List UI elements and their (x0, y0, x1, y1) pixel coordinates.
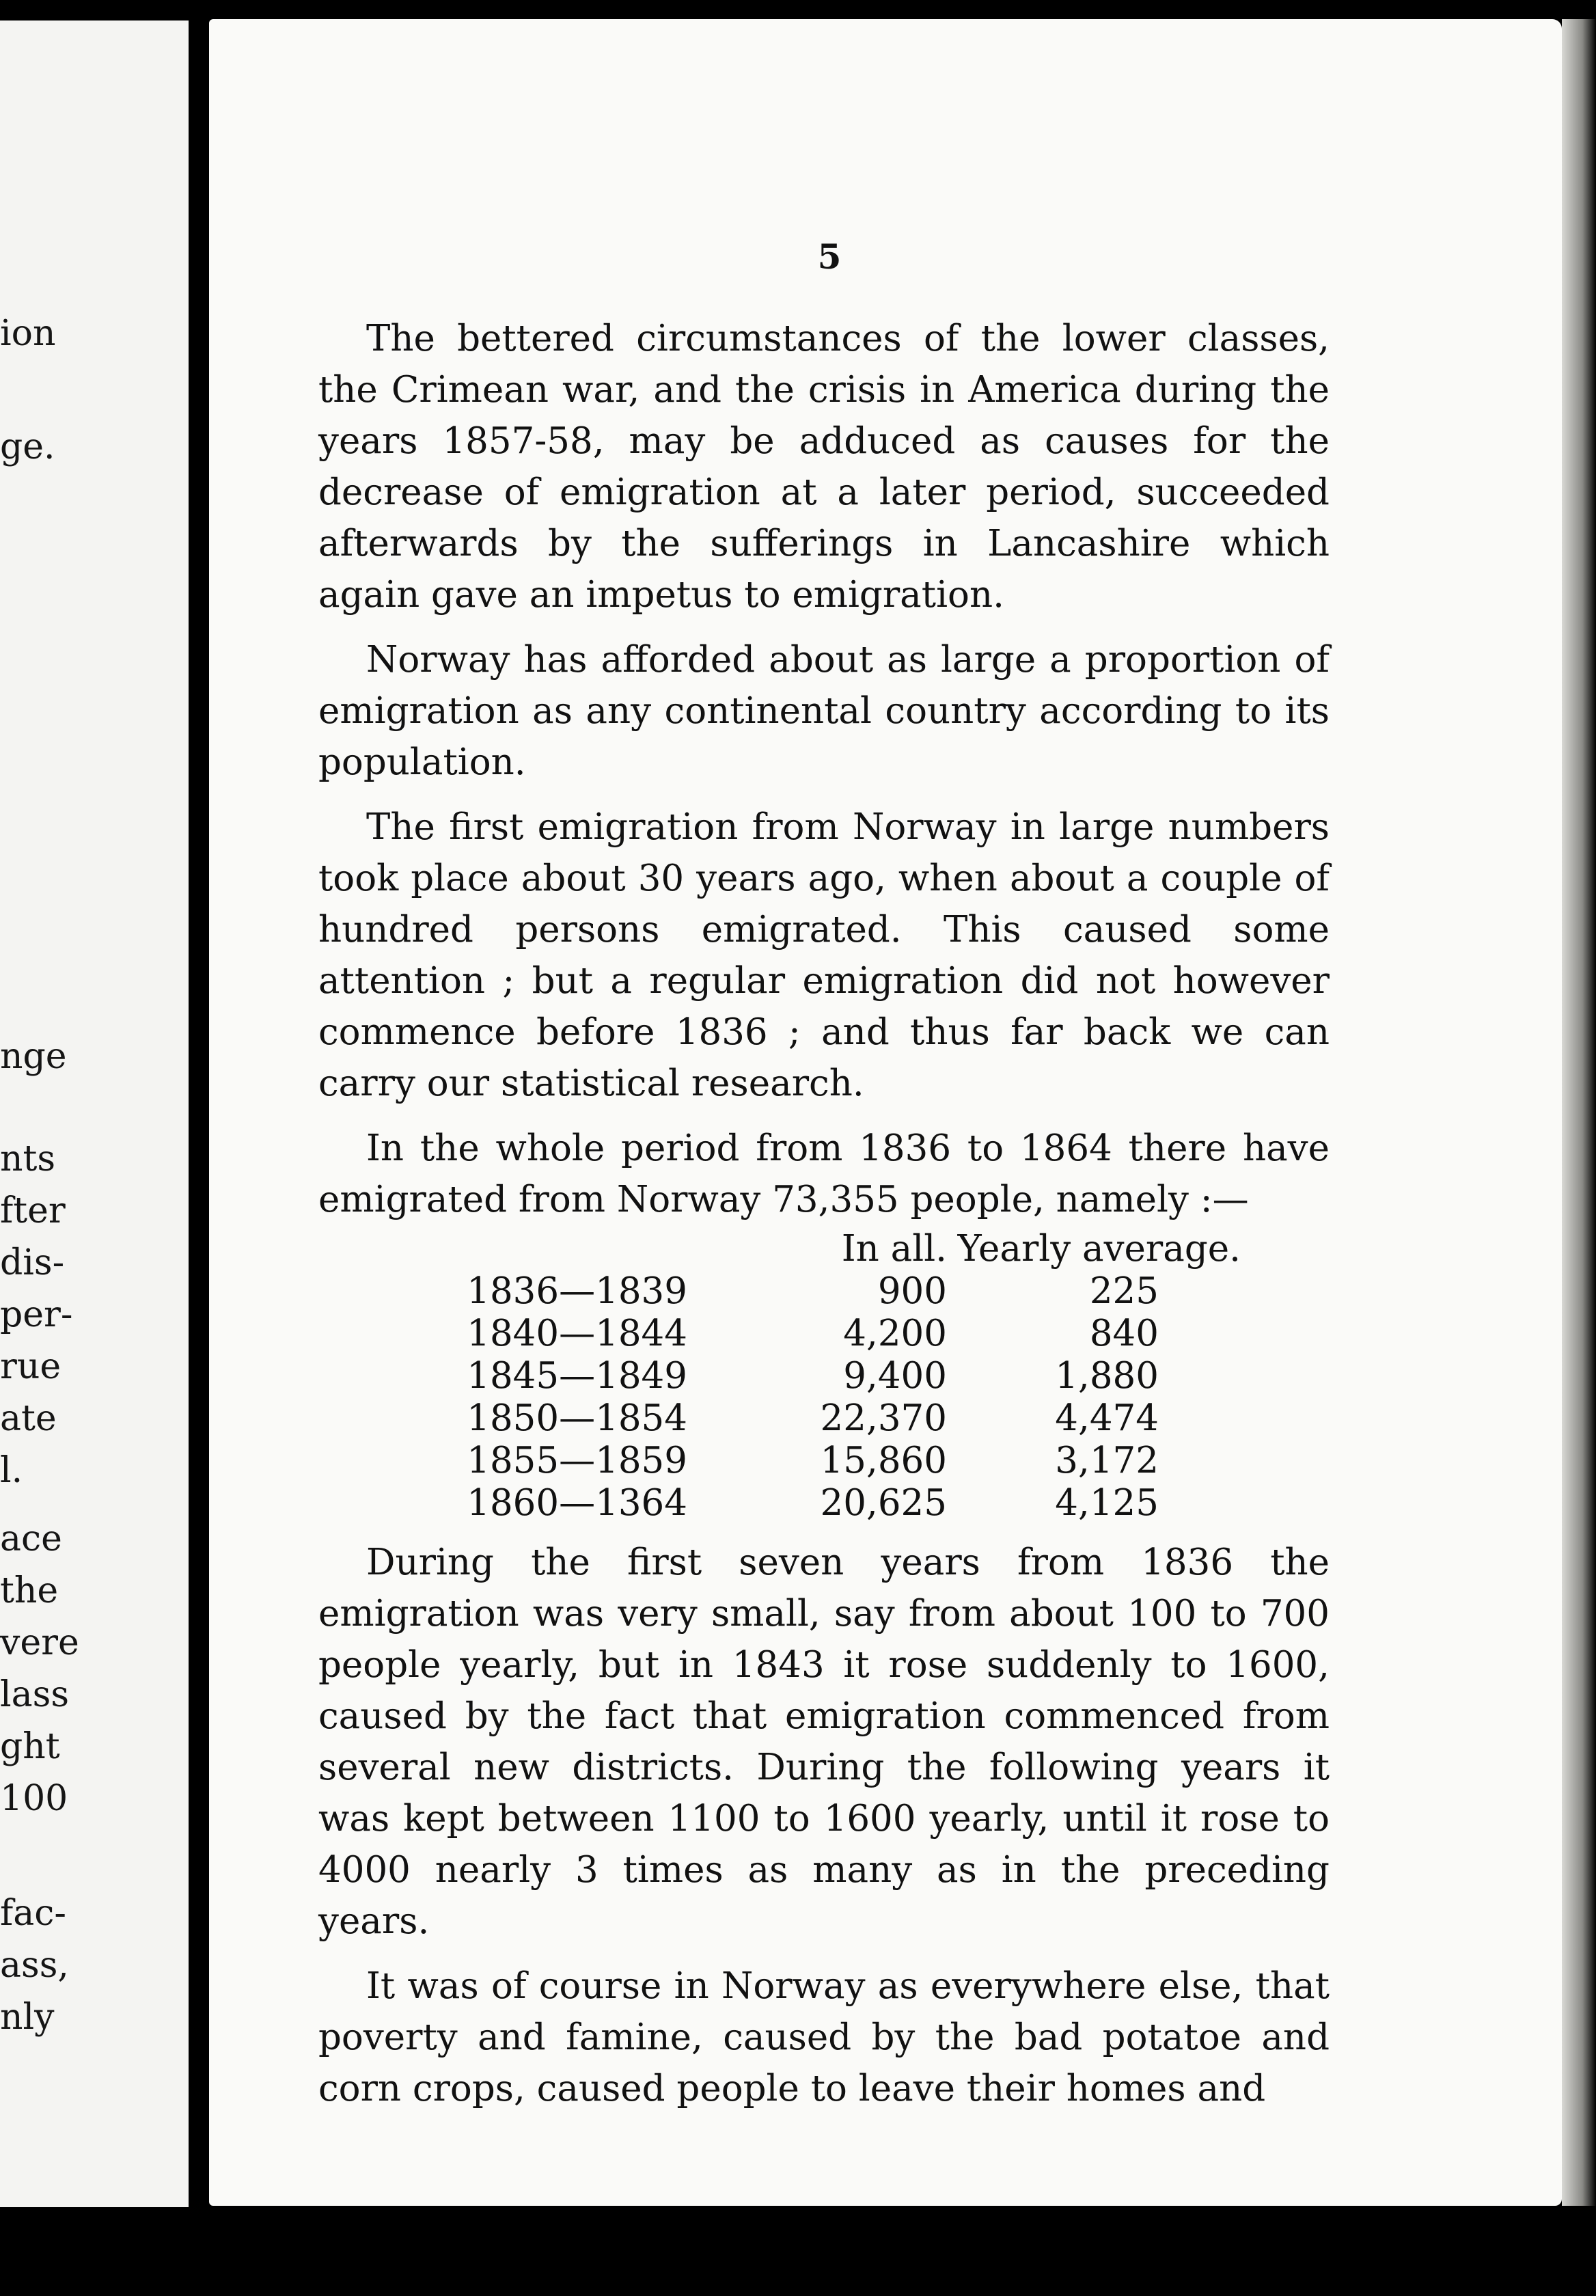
line-fragment: dis- (0, 1242, 65, 1283)
total-cell: 4,200 (843, 1313, 947, 1354)
line-fragment: ion (0, 313, 56, 354)
column-header: In all. (841, 1228, 947, 1270)
paragraph: The bettered circumstances of the lower classes, the Crimean war, and the crisis in America during the years 1857-58, may be adduced as causes for the decrease of emigration at a later period, succeeded afterwards by the sufferings in Lancashire which again gave an impetus to emigration. (318, 318, 1330, 616)
period-cell: 1840—1844 (467, 1313, 687, 1354)
line-fragment: fac- (0, 1893, 66, 1934)
line-fragment: lass (0, 1674, 70, 1715)
emigration-table-wrap (318, 1228, 1330, 1525)
page-number: 5 (817, 236, 842, 277)
table-header-row (318, 1228, 1268, 1270)
line-fragment: per- (0, 1294, 73, 1335)
total-cell: 22,370 (820, 1397, 947, 1439)
book-page (209, 19, 1562, 2206)
table-row (318, 1313, 1268, 1355)
line-fragment: ght (0, 1726, 60, 1767)
book-gutter (189, 0, 209, 2296)
line-fragment: nts (0, 1138, 56, 1179)
period-cell: 1855—1859 (467, 1440, 687, 1481)
table-row (318, 1482, 1268, 1525)
paragraph: Norway has afforded about as large a proportion of emigration as any continental country according to its population. (318, 639, 1330, 783)
paragraph: It was of course in Norway as everywhere else, that poverty and famine, caused by the bad potatoe and corn crops, caused people to leave their homes and (318, 1965, 1330, 2109)
period-cell: 1845—1849 (467, 1355, 687, 1397)
line-fragment: ass, (0, 1945, 69, 1986)
line-fragment: the (0, 1570, 59, 1611)
period-cell: 1836—1839 (467, 1270, 687, 1312)
previous-page-fragment (0, 20, 189, 2207)
table-row (318, 1440, 1268, 1482)
line-fragment: nge (0, 1036, 67, 1077)
average-cell: 840 (1089, 1313, 1159, 1354)
emigration-table (318, 1228, 1268, 1525)
line-fragment: ge. (0, 426, 55, 467)
period-cell: 1850—1854 (467, 1397, 687, 1439)
average-cell: 4,125 (1055, 1482, 1159, 1524)
average-cell: 225 (1089, 1270, 1159, 1312)
total-cell: 900 (877, 1270, 947, 1312)
line-fragment: vere (0, 1622, 79, 1663)
total-cell: 9,400 (843, 1355, 947, 1397)
column-header (318, 1228, 790, 1270)
line-fragment: l. (0, 1450, 23, 1491)
paragraph: During the first seven years from 1836 the emigration was very small, say from about 100 to 700 people yearly, but in 1843 it rose suddenly to 1600, caused by the fact that emigration commenced from several new districts. During the following years it was kept between 1100 to 1600 yearly, until it rose to 4000 nearly 3 times as many as in the preceding years. (318, 1542, 1330, 1942)
page-body (318, 313, 1330, 2128)
total-cell: 20,625 (820, 1482, 947, 1524)
line-fragment: rue (0, 1346, 61, 1387)
table-row (318, 1397, 1268, 1440)
table-row (318, 1270, 1268, 1313)
average-cell: 4,474 (1055, 1397, 1159, 1439)
line-fragment: ace (0, 1518, 62, 1559)
table-row (318, 1355, 1268, 1397)
period-cell: 1860—1364 (467, 1482, 687, 1524)
page-edge-shadow (1562, 19, 1596, 2206)
line-fragment: 100 (0, 1778, 68, 1819)
total-cell: 15,860 (820, 1440, 947, 1481)
average-cell: 1,880 (1055, 1355, 1159, 1397)
line-fragment: fter (0, 1190, 66, 1231)
line-fragment: nly (0, 1997, 55, 2038)
paragraph: The first emigration from Norway in large numbers took place about 30 years ago, when about a couple of hundred persons emigrated. This caused some attention ; but a regular emigration did not however commence before 1836 ; and thus far back we can carry our statistical research. (318, 806, 1330, 1104)
line-fragment: ate (0, 1398, 57, 1439)
paragraph: In the whole period from 1836 to 1864 there have emigrated from Norway 73,355 people, namely :— (318, 1128, 1330, 1220)
average-cell: 3,172 (1055, 1440, 1159, 1481)
column-header: Yearly average. (957, 1228, 1241, 1270)
